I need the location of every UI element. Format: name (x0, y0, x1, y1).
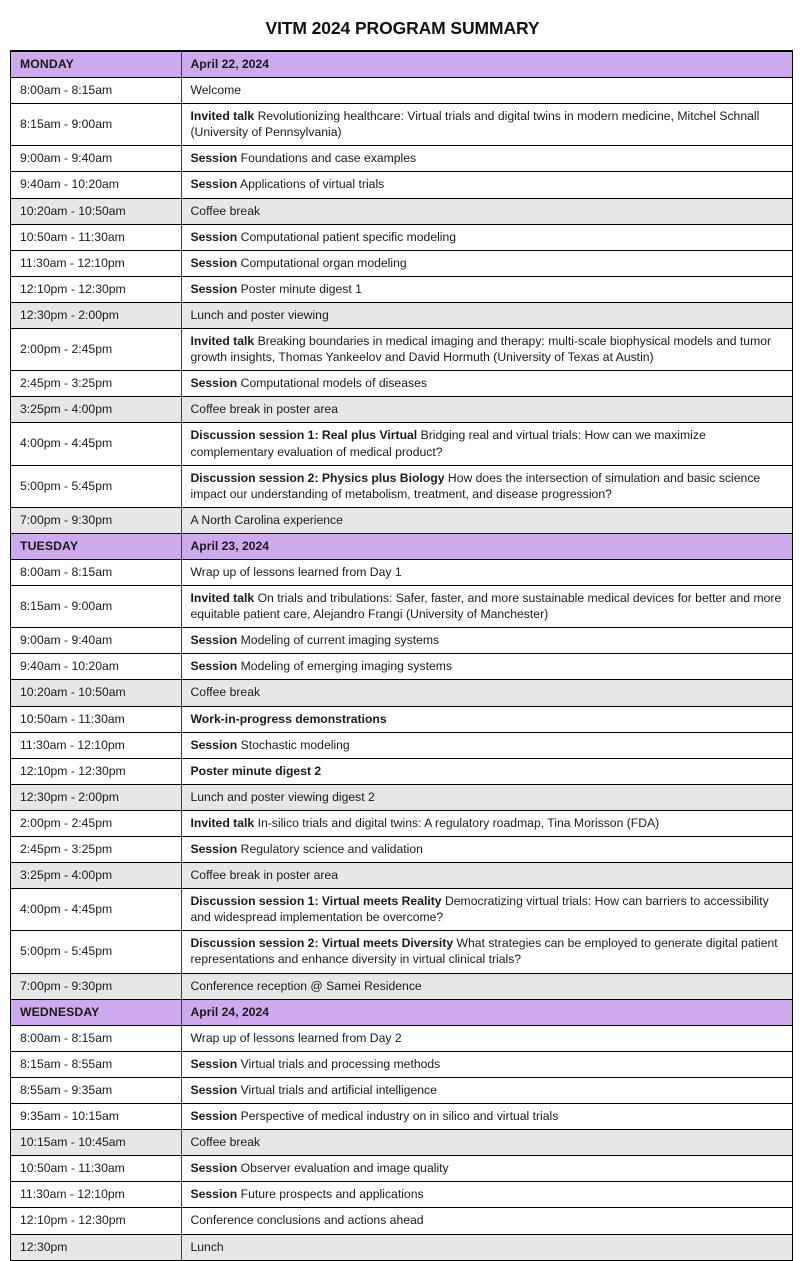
session-type-label: Discussion session 2: Virtual meets Diversity (190, 936, 454, 951)
session-time-cell: 10:15am - 10:45am (11, 1130, 181, 1156)
session-description-cell (181, 507, 792, 533)
session-title-text: Revolutionizing healthcare: Virtual trials and digital twins in modern medicine, Mitchel Schnall (University of Pennsylvania) (190, 109, 760, 140)
table-row (11, 931, 792, 973)
table-row (11, 276, 792, 302)
table-row (11, 654, 792, 680)
table-row (11, 224, 792, 250)
day-name-cell: WEDNESDAY (11, 999, 181, 1025)
session-time-cell: 3:25pm - 4:00pm (11, 863, 181, 889)
session-description-cell (181, 1156, 792, 1182)
session-description-cell (181, 1051, 792, 1077)
session-title-text: Computational organ modeling (240, 255, 407, 270)
session-time-cell: 10:20am - 10:50am (11, 680, 181, 706)
session-time-cell: 10:50am - 11:30am (11, 224, 181, 250)
session-time-cell: 10:20am - 10:50am (11, 198, 181, 224)
session-title-text: Wrap up of lessons learned from Day 1 (190, 564, 402, 579)
table-row (11, 146, 792, 172)
session-title-text: Regulatory science and validation (240, 842, 423, 856)
session-type-label: Invited talk (190, 591, 255, 606)
session-description-cell (181, 423, 792, 465)
session-time-cell: 12:30pm - 2:00pm (11, 302, 181, 328)
table-row (11, 465, 792, 507)
table-row (11, 423, 792, 465)
session-description-cell (181, 680, 792, 706)
session-title-text: Conference reception @ Samei Residence (190, 978, 422, 993)
session-description-cell (181, 276, 792, 302)
session-description-cell (181, 586, 792, 628)
session-type-label: Invited talk (190, 109, 255, 124)
session-time-cell: 2:00pm - 2:45pm (11, 329, 181, 371)
session-description-cell (181, 559, 792, 585)
session-time-cell: 8:00am - 8:15am (11, 1025, 181, 1051)
session-type-label: Discussion session 2: Physics plus Biology (190, 470, 445, 485)
day-date-cell: April 24, 2024 (181, 999, 792, 1025)
table-row (11, 104, 792, 146)
session-time-cell: 8:55am - 9:35am (11, 1077, 181, 1103)
session-title-text: Modeling of emerging imaging systems (240, 659, 452, 674)
session-type-label: Session (190, 842, 238, 856)
session-title-text: Conference conclusions and actions ahead (190, 1213, 424, 1228)
session-title-text: Coffee break in poster area (190, 402, 338, 417)
session-description-cell (181, 371, 792, 397)
table-row (11, 1182, 792, 1208)
session-description-cell (181, 224, 792, 250)
program-schedule-table (11, 51, 792, 1260)
session-title-text: How does the intersection of simulation and basic science impact our understanding of metabolism, treatment, and disease progression? (190, 470, 761, 501)
table-row (11, 198, 792, 224)
session-time-cell: 7:00pm - 9:30pm (11, 973, 181, 999)
session-time-cell: 3:25pm - 4:00pm (11, 397, 181, 423)
table-row (11, 78, 792, 104)
session-description-cell (181, 931, 792, 973)
table-row (11, 1130, 792, 1156)
session-title-text: Computational patient specific modeling (240, 229, 457, 244)
table-row (11, 863, 792, 889)
session-description-cell (181, 889, 792, 931)
session-time-cell: 9:35am - 10:15am (11, 1104, 181, 1130)
session-title-text: Computational models of diseases (240, 376, 427, 391)
session-description-cell (181, 397, 792, 423)
session-description-cell (181, 146, 792, 172)
session-time-cell: 12:10pm - 12:30pm (11, 1208, 181, 1234)
table-row (11, 732, 792, 758)
session-title-text: Welcome (190, 83, 242, 98)
session-title-text: Coffee break (190, 1135, 261, 1150)
session-title-text: Lunch and poster viewing (190, 307, 329, 322)
session-description-cell (181, 302, 792, 328)
table-row (11, 758, 792, 784)
session-time-cell: 9:40am - 10:20am (11, 172, 181, 198)
session-title-text: Stochastic modeling (240, 737, 350, 752)
session-title-text: Breaking boundaries in medical imaging and therapy: multi-scale biophysical models and tumor growth insights, Thomas Yankeelov and David Hormuth (University of Texas at Austin) (190, 334, 772, 365)
session-time-cell: 11:30am - 12:10pm (11, 250, 181, 276)
table-row (11, 1234, 792, 1260)
session-time-cell: 4:00pm - 4:45pm (11, 889, 181, 931)
session-type-label: Invited talk (190, 334, 255, 349)
session-time-cell: 8:00am - 8:15am (11, 559, 181, 585)
session-title-text: Coffee break (190, 203, 261, 218)
session-title-text: In-silico trials and digital twins: A regulatory roadmap, Tina Morisson (FDA) (257, 815, 660, 830)
session-time-cell: 2:00pm - 2:45pm (11, 810, 181, 836)
session-description-cell (181, 465, 792, 507)
table-row (11, 559, 792, 585)
table-row (11, 706, 792, 732)
session-type-label: Session (190, 255, 238, 270)
session-type-label: Session (190, 151, 238, 166)
session-time-cell: 12:10pm - 12:30pm (11, 758, 181, 784)
table-row (11, 810, 792, 836)
session-type-label: Session (190, 737, 238, 752)
table-row (11, 973, 792, 999)
session-description-cell (181, 837, 792, 863)
table-row (11, 371, 792, 397)
session-time-cell: 11:30am - 12:10pm (11, 1182, 181, 1208)
session-title-text: A North Carolina experience (190, 512, 343, 527)
session-description-cell (181, 784, 792, 810)
session-type-label: Session (190, 1161, 238, 1176)
session-time-cell: 5:00pm - 5:45pm (11, 931, 181, 973)
table-row (11, 397, 792, 423)
session-time-cell: 11:30am - 12:10pm (11, 732, 181, 758)
page-title: VITM 2024 PROGRAM SUMMARY (265, 18, 540, 38)
session-title-text: Democratizing virtual trials: How can barriers to accessibility and widespread implementation be overcome? (190, 894, 769, 925)
table-row (11, 302, 792, 328)
session-time-cell: 9:40am - 10:20am (11, 654, 181, 680)
session-type-label: Session (190, 177, 238, 192)
table-row (11, 837, 792, 863)
session-type-label: Work-in-progress demonstrations (190, 711, 387, 726)
session-time-cell: 12:30pm (11, 1234, 181, 1260)
session-title-text: Virtual trials and artificial intelligence (240, 1082, 437, 1097)
session-description-cell (181, 732, 792, 758)
session-description-cell (181, 329, 792, 371)
table-row (11, 172, 792, 198)
session-time-cell: 10:50am - 11:30am (11, 1156, 181, 1182)
table-row (11, 628, 792, 654)
session-title-text: Coffee break in poster area (190, 868, 338, 883)
table-row (11, 329, 792, 371)
session-time-cell: 12:10pm - 12:30pm (11, 276, 181, 302)
session-description-cell (181, 810, 792, 836)
session-title-text: Bridging real and virtual trials: How can we maximize complementary evaluation of medical product? (190, 428, 706, 459)
session-description-cell (181, 1130, 792, 1156)
program-table-container (10, 50, 793, 1261)
table-row (11, 1104, 792, 1130)
table-row (11, 784, 792, 810)
session-description-cell (181, 628, 792, 654)
session-description-cell (181, 758, 792, 784)
session-description-cell (181, 1182, 792, 1208)
session-time-cell: 8:15am - 8:55am (11, 1051, 181, 1077)
session-title-text: Modeling of current imaging systems (240, 633, 440, 648)
session-title-text: Applications of virtual trials (239, 177, 385, 192)
session-time-cell: 7:00pm - 9:30pm (11, 507, 181, 533)
session-title-text: Observer evaluation and image quality (240, 1161, 449, 1176)
session-description-cell (181, 198, 792, 224)
session-title-text: Coffee break (190, 685, 261, 700)
session-title-text: Poster minute digest 1 (240, 281, 362, 296)
session-type-label: Session (190, 376, 238, 391)
session-title-text: Perspective of medical industry on in silico and virtual trials (240, 1109, 559, 1124)
session-type-label: Session (190, 1109, 238, 1124)
session-time-cell: 2:45pm - 3:25pm (11, 371, 181, 397)
session-time-cell: 2:45pm - 3:25pm (11, 837, 181, 863)
session-type-label: Discussion session 1: Virtual meets Reality (190, 894, 442, 909)
session-type-label: Session (190, 1082, 238, 1097)
session-time-cell: 12:30pm - 2:00pm (11, 784, 181, 810)
day-name-cell: TUESDAY (11, 533, 181, 559)
table-row (11, 586, 792, 628)
session-type-label: Session (190, 281, 238, 296)
session-time-cell: 9:00am - 9:40am (11, 146, 181, 172)
session-description-cell (181, 1077, 792, 1103)
session-time-cell: 4:00pm - 4:45pm (11, 423, 181, 465)
session-title-text: What strategies can be employed to generate digital patient representations and enhance diversity in virtual clinical trials? (190, 936, 778, 967)
session-time-cell: 5:00pm - 5:45pm (11, 465, 181, 507)
session-type-label: Invited talk (190, 815, 255, 830)
day-date-cell: April 23, 2024 (181, 533, 792, 559)
session-type-label: Session (190, 633, 238, 648)
program-table-body (11, 52, 792, 1260)
session-description-cell (181, 1208, 792, 1234)
table-row (11, 1208, 792, 1234)
session-type-label: Poster minute digest 2 (190, 763, 322, 778)
session-type-label: Session (190, 659, 238, 674)
table-row (11, 1077, 792, 1103)
session-description-cell (181, 654, 792, 680)
session-type-label: Session (190, 229, 238, 244)
session-time-cell: 10:50am - 11:30am (11, 706, 181, 732)
session-title-text: On trials and tribulations: Safer, faster, and more sustainable medical devices for better and more equitable patient care, Alejandro Frangi (University of Manchester) (190, 591, 782, 622)
session-title-text: Wrap up of lessons learned from Day 2 (190, 1030, 402, 1045)
day-header-row (11, 533, 792, 559)
session-title-text: Lunch and poster viewing digest 2 (190, 789, 375, 804)
session-title-text: Lunch (190, 1239, 224, 1254)
day-header-row (11, 999, 792, 1025)
session-type-label: Session (190, 1187, 238, 1202)
table-row (11, 507, 792, 533)
table-row (11, 250, 792, 276)
table-row (11, 889, 792, 931)
day-name-cell: MONDAY (11, 52, 181, 78)
table-row (11, 1025, 792, 1051)
table-row (11, 680, 792, 706)
session-description-cell (181, 104, 792, 146)
session-description-cell (181, 1234, 792, 1260)
session-time-cell: 8:15am - 9:00am (11, 104, 181, 146)
session-description-cell (181, 706, 792, 732)
day-header-row (11, 52, 792, 78)
session-description-cell (181, 863, 792, 889)
session-time-cell: 8:15am - 9:00am (11, 586, 181, 628)
session-title-text: Future prospects and applications (240, 1187, 424, 1202)
table-row (11, 1156, 792, 1182)
session-title-text: Foundations and case examples (240, 151, 417, 166)
session-time-cell: 9:00am - 9:40am (11, 628, 181, 654)
session-title-text: Virtual trials and processing methods (240, 1056, 441, 1071)
session-type-label: Session (190, 1056, 238, 1071)
session-description-cell (181, 250, 792, 276)
session-description-cell (181, 172, 792, 198)
session-description-cell (181, 973, 792, 999)
session-type-label: Discussion session 1: Real plus Virtual (190, 428, 418, 443)
session-time-cell: 8:00am - 8:15am (11, 78, 181, 104)
table-row (11, 1051, 792, 1077)
day-date-cell: April 22, 2024 (181, 52, 792, 78)
session-description-cell (181, 78, 792, 104)
session-description-cell (181, 1025, 792, 1051)
session-description-cell (181, 1104, 792, 1130)
